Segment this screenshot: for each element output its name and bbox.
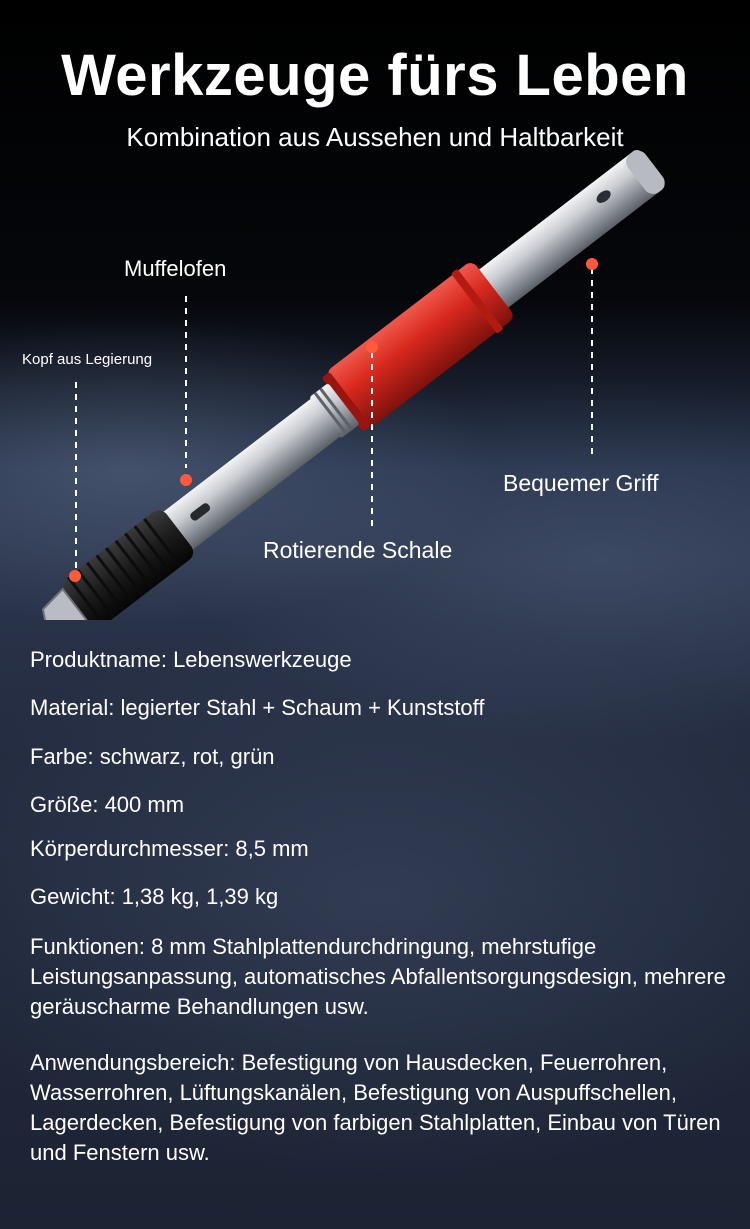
spec-diameter: Körperdurchmesser: 8,5 mm xyxy=(30,836,309,861)
callout-kopf: Kopf aus Legierung xyxy=(22,351,153,368)
spec-application: Anwendungsbereich: Befestigung von Hausdecken, Feuerrohren, Wasserrohren, Lüftungskanälen, Befestigung von Auspuffschellen, Lagerdecken, Befestigung von farbigen Stahlplatten, Einbau von Türen und Fenstern usw. xyxy=(30,1050,721,1165)
spec-material: Material: legierter Stahl + Schaum + Kunststoff xyxy=(30,695,485,720)
spec-color: Farbe: schwarz, rot, grün xyxy=(30,744,275,769)
marker-dot-griff xyxy=(586,258,598,270)
marker-dot-kopf xyxy=(69,570,81,582)
spec-functions: Funktionen: 8 mm Stahlplattendurchdringung, mehrstufige Leistungsanpassung, automatisches Abfallentsorgungsdesign, mehrere geräuscharme Behandlungen usw. xyxy=(30,934,726,1019)
page-subtitle: Kombination aus Aussehen und Haltbarkeit xyxy=(126,122,624,152)
callout-schale: Rotierende Schale xyxy=(263,537,453,563)
marker-dot-schale xyxy=(366,341,378,353)
callout-griff: Bequemer Griff xyxy=(503,470,659,496)
spec-product-name: Produktname: Lebenswerkzeuge xyxy=(30,647,352,672)
page-title: Werkzeuge fürs Leben xyxy=(61,43,689,108)
marker-dot-muffelofen xyxy=(180,474,192,486)
callout-muffelofen: Muffelofen xyxy=(124,256,227,281)
spec-size: Größe: 400 mm xyxy=(30,792,185,817)
spec-weight: Gewicht: 1,38 kg, 1,39 kg xyxy=(30,884,279,909)
